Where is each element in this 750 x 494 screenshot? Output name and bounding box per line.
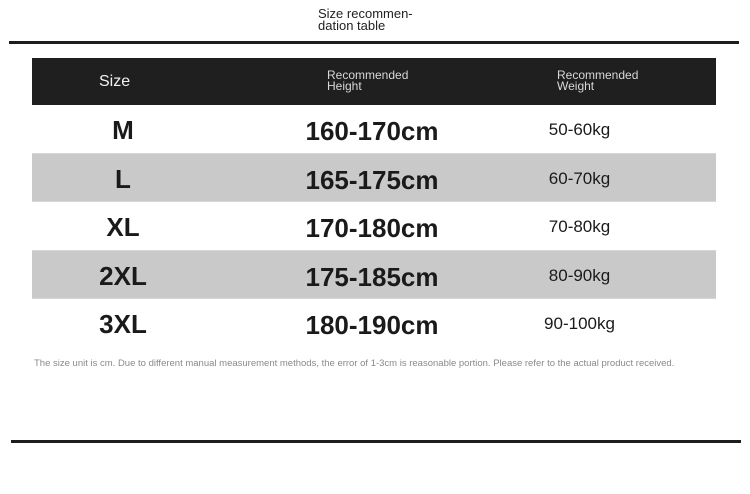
row-size: 3XL [99,309,147,339]
title-line-1: Size recommen- [318,6,413,21]
header-height-line-1: Recommended [327,68,409,82]
row-height: 170-180cm [305,213,439,243]
header-weight-line-2: Weight [557,79,595,93]
table-row [32,250,716,299]
size-table [32,58,716,347]
row-size: M [112,115,134,145]
page-title [318,8,413,32]
top-divider [9,41,739,44]
table-header [32,58,716,105]
row-height: 165-175cm [305,164,439,195]
row-size: L [115,163,131,194]
table-row [32,153,716,202]
row-height: 180-190cm [305,310,439,340]
header-weight-line-1: Recommended [557,68,639,82]
row-weight: 80-90kg [548,265,611,285]
header-height-line-2: Height [327,79,362,93]
row-weight: 60-70kg [548,168,611,188]
size-footnote: The size unit is cm. Due to different manual measurement methods, the error of 1-3cm is reasonable portion. Please refer to the actual product received. [34,358,675,369]
row-weight: 50-60kg [548,120,611,139]
header-weight [557,70,638,92]
row-size: 2XL [99,260,147,291]
row-size: XL [106,212,140,242]
table-row [32,201,716,250]
row-height: 160-170cm [305,116,439,146]
header-height [327,70,408,92]
table-row [32,298,716,347]
table-row [32,105,716,153]
title-line-2: dation table [318,18,386,33]
row-weight: 70-80kg [548,217,611,236]
row-weight: 90-100kg [544,314,615,333]
header-size: Size [99,73,131,90]
row-height: 175-185cm [305,261,439,292]
bottom-divider [11,440,741,443]
